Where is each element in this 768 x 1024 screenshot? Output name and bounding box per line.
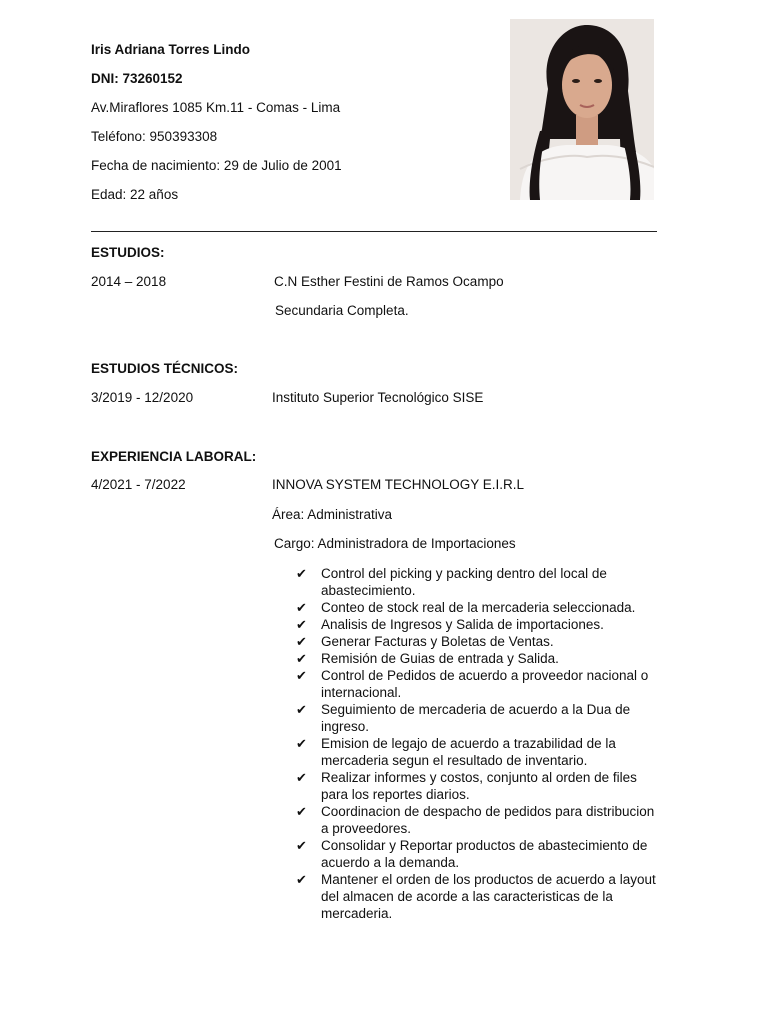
duty-text: ingreso. xyxy=(321,719,370,734)
experience-heading: EXPERIENCIA LABORAL: xyxy=(91,449,257,464)
checkmark-icon: ✔ xyxy=(296,668,307,683)
duty-text: Control de Pedidos de acuerdo a proveedor nacional o xyxy=(321,668,649,683)
duty-text: mercaderia segun el resultado de inventario. xyxy=(321,753,588,768)
duties-list xyxy=(296,565,664,922)
phone-line: Teléfono: 950393308 xyxy=(91,129,218,144)
checkmark-icon: ✔ xyxy=(296,702,307,717)
duty-item xyxy=(296,565,664,599)
duty-item xyxy=(296,803,664,837)
duty-item xyxy=(296,616,664,633)
duty-item xyxy=(296,599,664,616)
studies-level: Secundaria Completa. xyxy=(275,303,409,318)
technical-institute: Instituto Superior Tecnológico SISE xyxy=(272,390,484,405)
experience-company: INNOVA SYSTEM TECHNOLOGY E.I.R.L xyxy=(272,477,525,492)
address-line: Av.Miraflores 1085 Km.11 - Comas - Lima xyxy=(91,100,341,115)
duty-text: Emision de legajo de acuerdo a trazabilidad de la xyxy=(321,736,616,751)
duty-item xyxy=(296,871,664,922)
portrait-photo xyxy=(510,19,654,200)
duty-text: para los reportes diarios. xyxy=(321,787,470,802)
duty-text: Consolidar y Reportar productos de abastecimiento de xyxy=(321,838,648,853)
dni-line: DNI: 73260152 xyxy=(91,71,183,86)
duty-item xyxy=(296,667,664,701)
checkmark-icon: ✔ xyxy=(296,566,307,581)
studies-heading: ESTUDIOS: xyxy=(91,245,165,260)
duty-text: Coordinacion de despacho de pedidos para distribucion xyxy=(321,804,655,819)
checkmark-icon: ✔ xyxy=(296,804,307,819)
checkmark-icon: ✔ xyxy=(296,617,307,632)
duty-item xyxy=(296,633,664,650)
duty-text: acuerdo a la demanda. xyxy=(321,855,460,870)
technical-period: 3/2019 - 12/2020 xyxy=(91,390,194,405)
duty-text: Control del picking y packing dentro del local de xyxy=(321,566,607,581)
duty-text: a proveedores. xyxy=(321,821,412,836)
duty-text: Conteo de stock real de la mercaderia seleccionada. xyxy=(321,600,636,615)
duty-text: Mantener el orden de los productos de acuerdo a layout xyxy=(321,872,656,887)
checkmark-icon: ✔ xyxy=(296,634,307,649)
duty-text: Generar Facturas y Boletas de Ventas. xyxy=(321,634,554,649)
duty-item xyxy=(296,735,664,769)
checkmark-icon: ✔ xyxy=(296,872,307,887)
candidate-name: Iris Adriana Torres Lindo xyxy=(91,42,251,57)
header-divider xyxy=(91,231,657,232)
studies-school: C.N Esther Festini de Ramos Ocampo xyxy=(274,274,504,289)
checkmark-icon: ✔ xyxy=(296,600,307,615)
portrait-illustration xyxy=(510,19,654,200)
experience-area: Área: Administrativa xyxy=(272,507,393,522)
checkmark-icon: ✔ xyxy=(296,736,307,751)
duty-text: abastecimiento. xyxy=(321,583,416,598)
duty-text: Analisis de Ingresos y Salida de importaciones. xyxy=(321,617,604,632)
duty-item xyxy=(296,837,664,871)
duty-text: del almacen de acorde a las caracteristicas de la xyxy=(321,889,613,904)
studies-period: 2014 – 2018 xyxy=(91,274,167,289)
duty-text: internacional. xyxy=(321,685,402,700)
experience-role: Cargo: Administradora de Importaciones xyxy=(274,536,516,551)
duty-text: Seguimiento de mercaderia de acuerdo a la Dua de xyxy=(321,702,631,717)
duty-item xyxy=(296,650,664,667)
duty-item xyxy=(296,769,664,803)
birth-date-line: Fecha de nacimiento: 29 de Julio de 2001 xyxy=(91,158,342,173)
checkmark-icon: ✔ xyxy=(296,651,307,666)
experience-period: 4/2021 - 7/2022 xyxy=(91,477,186,492)
duty-text: Realizar informes y costos, conjunto al orden de files xyxy=(321,770,637,785)
age-line: Edad: 22 años xyxy=(91,187,179,202)
checkmark-icon: ✔ xyxy=(296,838,307,853)
duty-text: Remisión de Guias de entrada y Salida. xyxy=(321,651,559,666)
checkmark-icon: ✔ xyxy=(296,770,307,785)
technical-heading: ESTUDIOS TÉCNICOS: xyxy=(91,361,239,376)
duty-item xyxy=(296,701,664,735)
duty-text: mercaderia. xyxy=(321,906,393,921)
